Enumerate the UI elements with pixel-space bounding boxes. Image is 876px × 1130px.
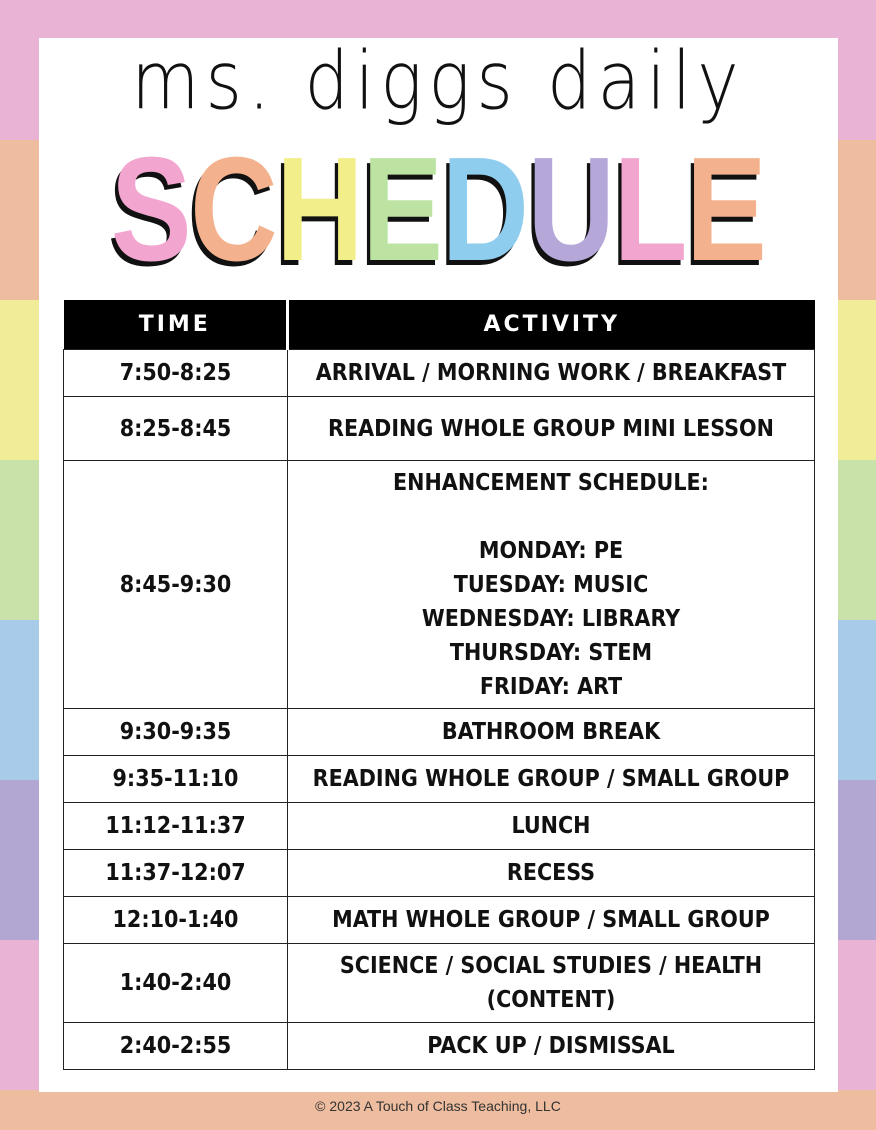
title-letter: H <box>276 127 363 292</box>
table-row <box>64 897 815 944</box>
title-letter: S <box>110 127 191 292</box>
activity-cell <box>288 850 815 897</box>
title-letter: E <box>685 127 766 292</box>
activity-line: LUNCH <box>511 813 591 839</box>
time-cell: 8:45-9:30 <box>64 461 288 709</box>
activity-line: SCIENCE / SOCIAL STUDIES / HEALTH <box>339 953 763 979</box>
time-cell: 12:10-1:40 <box>64 897 288 944</box>
time-cell: 11:12-11:37 <box>64 803 288 850</box>
title-letter: U <box>527 127 614 292</box>
activity-cell <box>288 461 815 709</box>
activity-header: ACTIVITY <box>288 300 815 350</box>
table-row <box>64 709 815 756</box>
table-row <box>64 461 815 709</box>
activity-line: WEDNESDAY: LIBRARY <box>421 605 681 632</box>
schedule-table <box>63 300 815 1070</box>
activity-line: TUESDAY: MUSIC <box>453 571 649 598</box>
schedule-title <box>79 127 797 292</box>
table-row <box>64 850 815 897</box>
time-cell: 2:40-2:55 <box>64 1023 288 1070</box>
table-row <box>64 350 815 397</box>
time-cell: 7:50-8:25 <box>64 350 288 397</box>
activity-line: READING WHOLE GROUP / SMALL GROUP <box>312 766 790 792</box>
script-title: ms. diggs daily <box>131 33 745 129</box>
activity-line: ENHANCEMENT SCHEDULE: <box>393 469 709 496</box>
activity-cell <box>288 803 815 850</box>
activity-line: FRIDAY: ART <box>479 673 623 700</box>
copyright-footer: © 2023 A Touch of Class Teaching, LLC <box>315 1098 561 1114</box>
title-letter: E <box>362 127 442 292</box>
activity-line: PACK UP / DISMISSAL <box>427 1033 675 1059</box>
title-letter: D <box>441 127 528 292</box>
activity-cell <box>288 944 815 1023</box>
table-row <box>64 397 815 461</box>
activity-line: MATH WHOLE GROUP / SMALL GROUP <box>332 907 770 933</box>
table-row <box>64 803 815 850</box>
activity-cell <box>288 897 815 944</box>
activity-cell <box>288 397 815 461</box>
activity-cell <box>288 1023 815 1070</box>
activity-line: BATHROOM BREAK <box>441 719 661 745</box>
table-row <box>64 756 815 803</box>
title-letter: L <box>613 127 686 292</box>
table-header-row <box>64 300 815 350</box>
activity-cell <box>288 350 815 397</box>
time-cell: 9:35-11:10 <box>64 756 288 803</box>
table-row <box>64 944 815 1023</box>
time-cell: 11:37-12:07 <box>64 850 288 897</box>
activity-cell <box>288 756 815 803</box>
activity-line <box>294 500 808 534</box>
activity-line: THURSDAY: STEM <box>449 639 653 666</box>
time-cell: 9:30-9:35 <box>64 709 288 756</box>
time-cell: 1:40-2:40 <box>64 944 288 1023</box>
title-letter: C <box>190 127 277 292</box>
activity-line: RECESS <box>506 860 596 886</box>
activity-line: ARRIVAL / MORNING WORK / BREAKFAST <box>315 360 787 386</box>
activity-cell <box>288 709 815 756</box>
activity-line: READING WHOLE GROUP MINI LESSON <box>328 415 774 442</box>
time-header: TIME <box>64 300 288 350</box>
time-cell: 8:25-8:45 <box>64 397 288 461</box>
activity-line: MONDAY: PE <box>478 537 624 564</box>
table-row <box>64 1023 815 1070</box>
activity-line: (CONTENT) <box>486 987 616 1013</box>
